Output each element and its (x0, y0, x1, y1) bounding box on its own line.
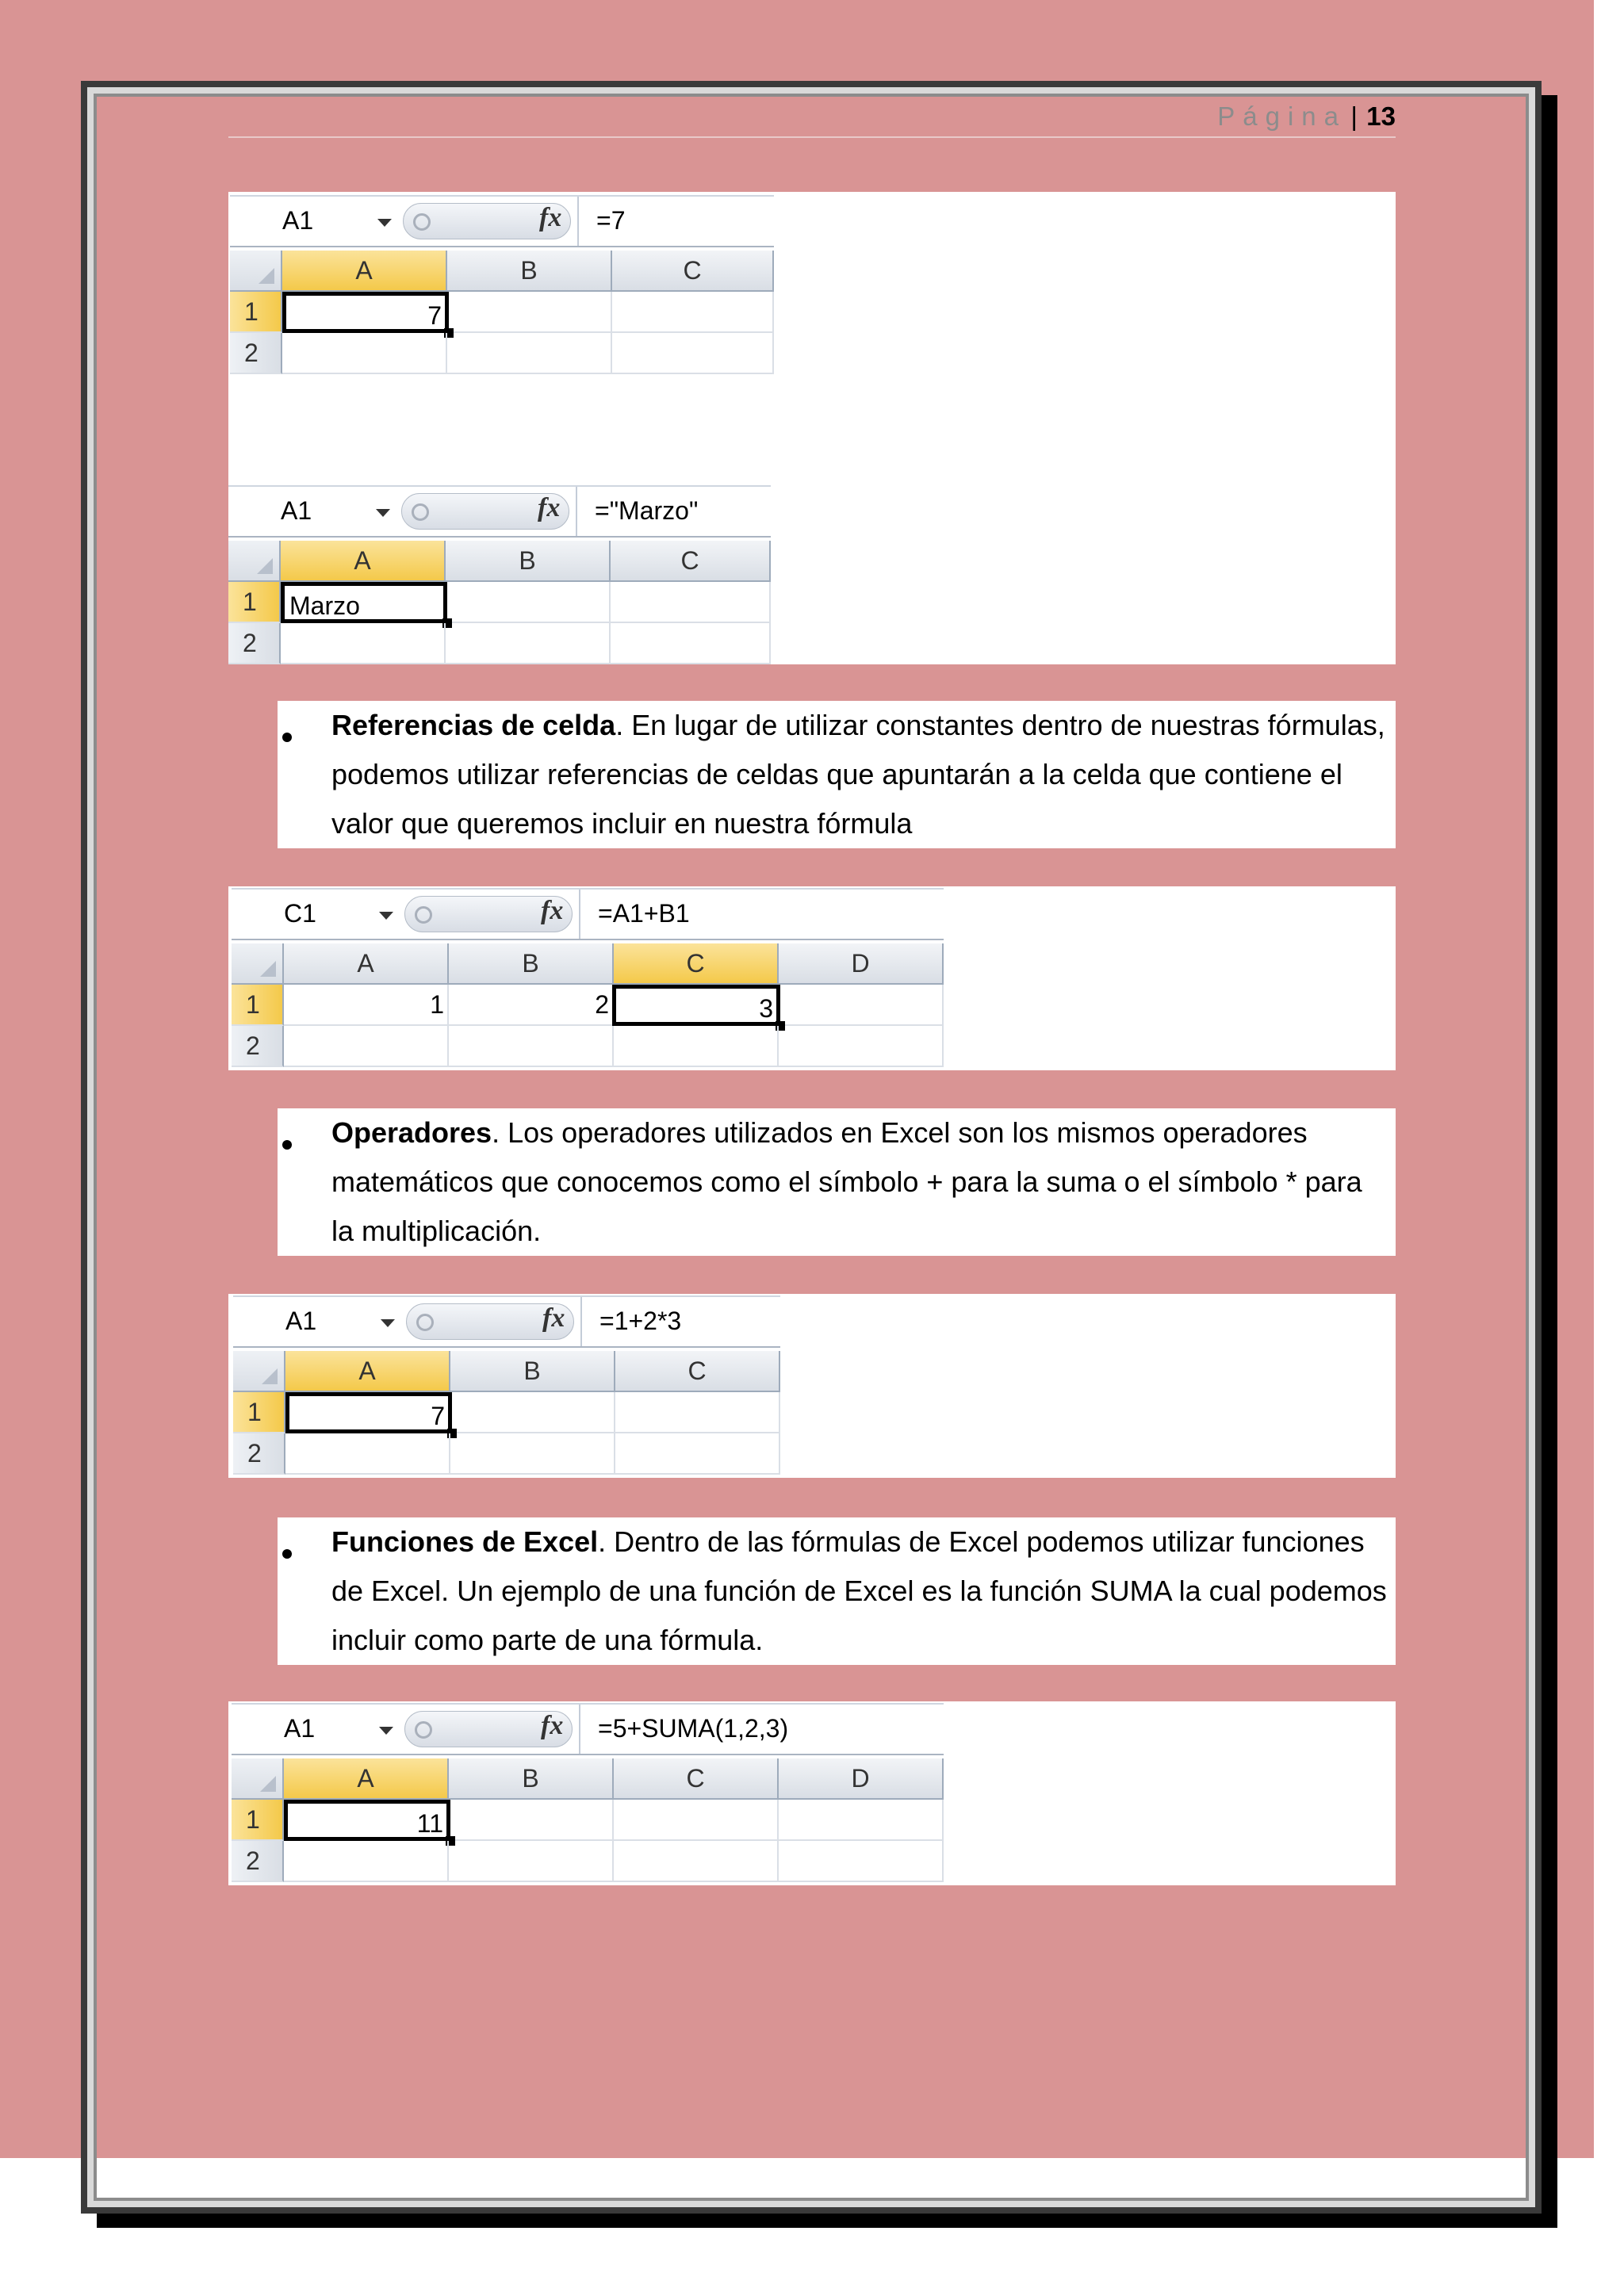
cell-a1[interactable]: 1 (284, 985, 449, 1026)
formula-input[interactable]: =7 (596, 206, 626, 235)
triangle-icon (259, 268, 274, 284)
cell-b2[interactable] (450, 1433, 615, 1475)
cell-a1[interactable]: Marzo (281, 582, 447, 623)
cell-b2[interactable] (446, 623, 611, 664)
formula-input[interactable]: ="Marzo" (595, 496, 699, 525)
cell-c2[interactable] (614, 1026, 779, 1067)
excel-examples-panel-2 (228, 886, 1396, 1070)
bullet-functions (278, 1517, 1396, 1665)
cell-d2[interactable] (779, 1026, 944, 1067)
row-header-2[interactable]: 2 (233, 1433, 285, 1475)
row-header-2[interactable]: 2 (230, 333, 282, 374)
formula-bar (230, 195, 774, 247)
formula-input[interactable]: =5+SUMA(1,2,3) (598, 1714, 789, 1743)
formula-separator (577, 197, 579, 246)
column-header-b[interactable]: B (450, 1351, 615, 1392)
formula-separator (580, 1297, 582, 1346)
cell-d1[interactable] (780, 985, 944, 1026)
cell-c2[interactable] (611, 623, 771, 664)
bullet-paragraph (331, 701, 1389, 848)
cell-a1[interactable]: 7 (282, 292, 449, 333)
bullet-title: Funciones de Excel (331, 1525, 599, 1558)
bullet-icon (282, 733, 292, 742)
chevron-down-icon[interactable] (377, 219, 392, 227)
page-number: 13 (1366, 101, 1396, 131)
page-bottom-strip (97, 2158, 1526, 2198)
formula-separator (579, 1705, 580, 1754)
bullet-paragraph (331, 1108, 1389, 1256)
cell-b1[interactable]: 2 (449, 985, 614, 1026)
column-header-c[interactable]: C (615, 1351, 780, 1392)
circle-icon (415, 1721, 432, 1739)
function-icon[interactable]: fx (541, 896, 564, 925)
column-header-c[interactable]: C (612, 251, 774, 292)
column-header-a[interactable]: A (284, 943, 449, 985)
name-box-value: A1 (281, 496, 312, 525)
name-box[interactable] (232, 890, 398, 939)
cell-c1[interactable] (614, 1800, 779, 1841)
select-all-corner[interactable] (232, 1758, 284, 1800)
cell-c2[interactable] (615, 1433, 780, 1475)
cell-b2[interactable] (447, 333, 612, 374)
name-box[interactable] (230, 197, 396, 246)
bullet-cell-references (278, 701, 1396, 848)
excel-snippet-constant-number (230, 195, 774, 377)
bullet-title: Operadores (331, 1116, 492, 1149)
cell-c2[interactable] (612, 333, 774, 374)
formula-bar (232, 1703, 944, 1755)
cell-a2[interactable] (284, 1841, 449, 1882)
bullet-paragraph (331, 1517, 1389, 1665)
excel-snippet-cell-references (232, 888, 944, 1069)
formula-input[interactable]: =A1+B1 (598, 899, 690, 928)
select-all-corner[interactable] (230, 251, 282, 292)
column-header-a[interactable]: A (285, 1351, 450, 1392)
cell-d2[interactable] (779, 1841, 944, 1882)
formula-separator (579, 890, 580, 939)
column-header-b[interactable]: B (446, 541, 611, 582)
name-box-value: C1 (284, 899, 316, 928)
cell-a2[interactable] (284, 1026, 449, 1067)
cell-c1[interactable] (615, 1392, 780, 1433)
cell-b2[interactable] (449, 1841, 614, 1882)
name-box-value: A1 (282, 206, 314, 235)
row-header-1[interactable]: 1 (228, 582, 281, 623)
function-icon[interactable]: fx (538, 493, 561, 522)
column-header-a[interactable]: A (284, 1758, 449, 1800)
cell-a1[interactable]: 11 (284, 1800, 450, 1841)
row-header-2[interactable]: 2 (228, 623, 281, 664)
cell-c2[interactable] (614, 1841, 779, 1882)
circle-icon (413, 213, 431, 231)
row-header-2[interactable]: 2 (232, 1841, 284, 1882)
function-icon[interactable]: fx (541, 1711, 564, 1740)
cell-b1[interactable] (449, 292, 612, 333)
triangle-icon (260, 1776, 276, 1792)
circle-icon (415, 906, 432, 924)
excel-examples-panel-4 (228, 1701, 1396, 1885)
column-header-b[interactable]: B (447, 251, 612, 292)
bullet-body: . En lugar de utilizar constantes dentro de nuestras fórmulas, podemos utilizar referencias de celdas que apuntarán a la celda que contiene el valor que queremos incluir en nuestra fórmula (331, 709, 1385, 840)
bullet-body: . Dentro de las fórmulas de Excel podemos utilizar funciones de Excel. Un ejemplo de una función de Excel es la función SUMA la cual podemos incluir como parte de una fórmula. (331, 1525, 1387, 1656)
row-header-2[interactable]: 2 (232, 1026, 284, 1067)
column-header-b[interactable]: B (449, 1758, 614, 1800)
formula-bar (233, 1295, 780, 1348)
column-header-a[interactable]: A (282, 251, 447, 292)
cell-c1[interactable] (611, 582, 771, 623)
cell-d1[interactable] (779, 1800, 944, 1841)
select-all-corner[interactable] (228, 541, 281, 582)
name-box[interactable] (232, 1705, 398, 1754)
bullet-icon (282, 1549, 292, 1559)
excel-snippet-operators (233, 1295, 780, 1476)
name-box-value: A1 (285, 1307, 317, 1335)
page-label: Página (1217, 101, 1346, 131)
row-header-1[interactable]: 1 (230, 292, 282, 333)
cell-a2[interactable] (285, 1433, 450, 1475)
column-header-b[interactable]: B (449, 943, 614, 985)
name-box[interactable] (228, 487, 395, 536)
name-box-value: A1 (284, 1714, 316, 1743)
function-icon[interactable]: fx (539, 203, 562, 232)
cell-c1[interactable]: 3 (612, 985, 780, 1026)
chevron-down-icon[interactable] (381, 1319, 395, 1327)
excel-examples-panel-3 (228, 1294, 1396, 1478)
name-box[interactable] (233, 1297, 400, 1346)
excel-examples-panel-1 (228, 192, 1396, 664)
bullet-body: . Los operadores utilizados en Excel son los mismos operadores matemáticos que conocemos como el símbolo + para la suma o el símbolo * para la multiplicación. (331, 1116, 1362, 1247)
bullet-icon (282, 1140, 292, 1150)
column-header-d[interactable]: D (779, 1758, 944, 1800)
cell-a2[interactable] (282, 333, 447, 374)
row-header-1[interactable]: 1 (232, 1800, 284, 1841)
cell-a1[interactable]: 7 (285, 1392, 452, 1433)
column-header-a[interactable]: A (281, 541, 446, 582)
cell-b1[interactable] (447, 582, 611, 623)
circle-icon (416, 1314, 434, 1331)
cell-b1[interactable] (450, 1800, 614, 1841)
select-all-corner[interactable] (233, 1351, 285, 1392)
triangle-icon (262, 1368, 278, 1384)
page-header (228, 94, 1396, 138)
excel-snippet-constant-text (228, 485, 771, 664)
chevron-down-icon[interactable] (379, 1727, 393, 1735)
cell-a2[interactable] (281, 623, 446, 664)
cell-b1[interactable] (452, 1392, 615, 1433)
bullet-operators (278, 1108, 1396, 1256)
triangle-icon (260, 961, 276, 977)
excel-snippet-functions (232, 1703, 944, 1884)
formula-bar (232, 888, 944, 940)
chevron-down-icon[interactable] (379, 912, 393, 920)
bullet-title: Referencias de celda (331, 709, 616, 741)
triangle-icon (257, 558, 273, 574)
column-header-c[interactable]: C (614, 943, 779, 985)
formula-bar (228, 485, 771, 538)
column-header-d[interactable]: D (779, 943, 944, 985)
header-separator: | (1350, 101, 1358, 131)
function-icon[interactable]: fx (542, 1303, 565, 1333)
circle-icon (412, 503, 429, 521)
chevron-down-icon[interactable] (376, 509, 390, 517)
row-header-1[interactable]: 1 (232, 985, 284, 1026)
select-all-corner[interactable] (232, 943, 284, 985)
cell-c1[interactable] (612, 292, 774, 333)
formula-separator (576, 487, 577, 536)
column-header-c[interactable]: C (611, 541, 771, 582)
row-header-1[interactable]: 1 (233, 1392, 285, 1433)
formula-input[interactable]: =1+2*3 (599, 1307, 682, 1335)
cell-b2[interactable] (449, 1026, 614, 1067)
column-header-c[interactable]: C (614, 1758, 779, 1800)
